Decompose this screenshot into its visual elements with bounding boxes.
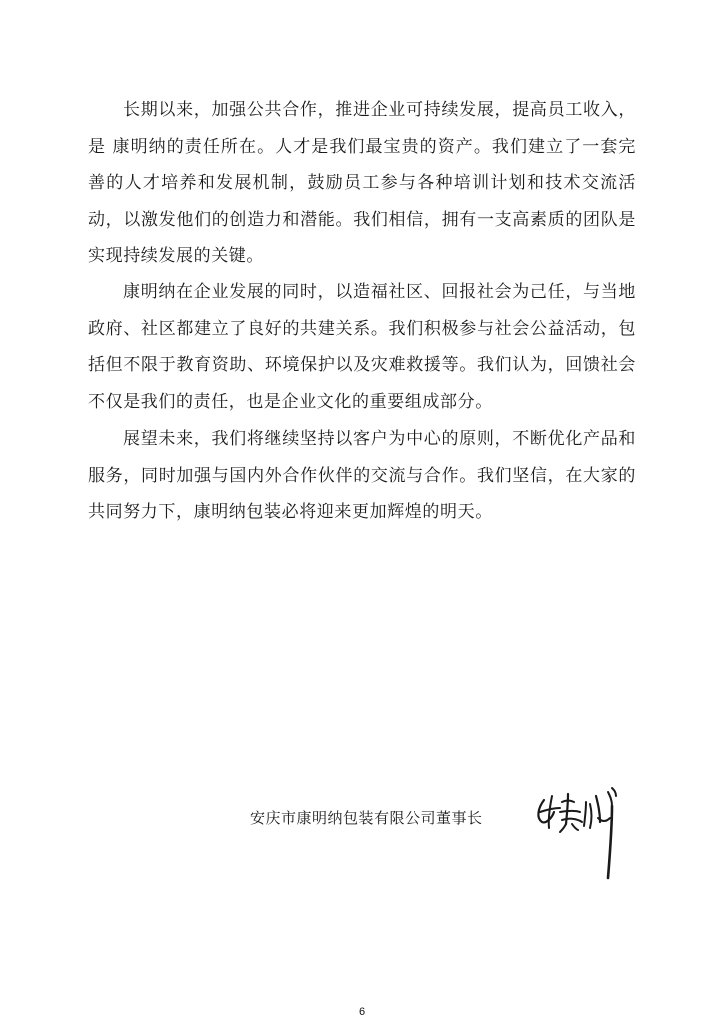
paragraph-1: 长期以来，加强公共合作，推进企业可持续发展，提高员工收入，是 康明纳的责任所在。人才是我们最宝贵的资产。我们建立了一套完善的人才培养和发展机制，鼓励员工参与各种培训计划和技术交流活动，以激发他们的创造力和潜能。我们相信，拥有一支高素质的团队是实现持续发展的关键。 [88, 100, 636, 266]
letter-body [88, 92, 636, 531]
page-number: 6 [358, 1006, 366, 1018]
signatory-title: 安庆市康明纳包装有限公司董事长 [250, 809, 483, 827]
signature-block [250, 800, 650, 890]
paragraph-2: 康明纳在企业发展的同时，以造福社区、回报社会为己任，与当地政府、社区都建立了良好的共建关系。我们积极参与社会公益活动，包括但不限于教育资助、环境保护以及灾难救援等。我们认为，回馈社会不仅是我们的责任，也是企业文化的重要组成部分。 [88, 282, 636, 412]
paragraph-3: 展望未来，我们将继续坚持以客户为中心的原则，不断优化产品和服务，同时加强与国内外合作伙伴的交流与合作。我们坚信，在大家的共同努力下，康明纳包装必将迎来更加辉煌的明天。 [88, 429, 636, 522]
handwritten-signature [532, 778, 632, 888]
